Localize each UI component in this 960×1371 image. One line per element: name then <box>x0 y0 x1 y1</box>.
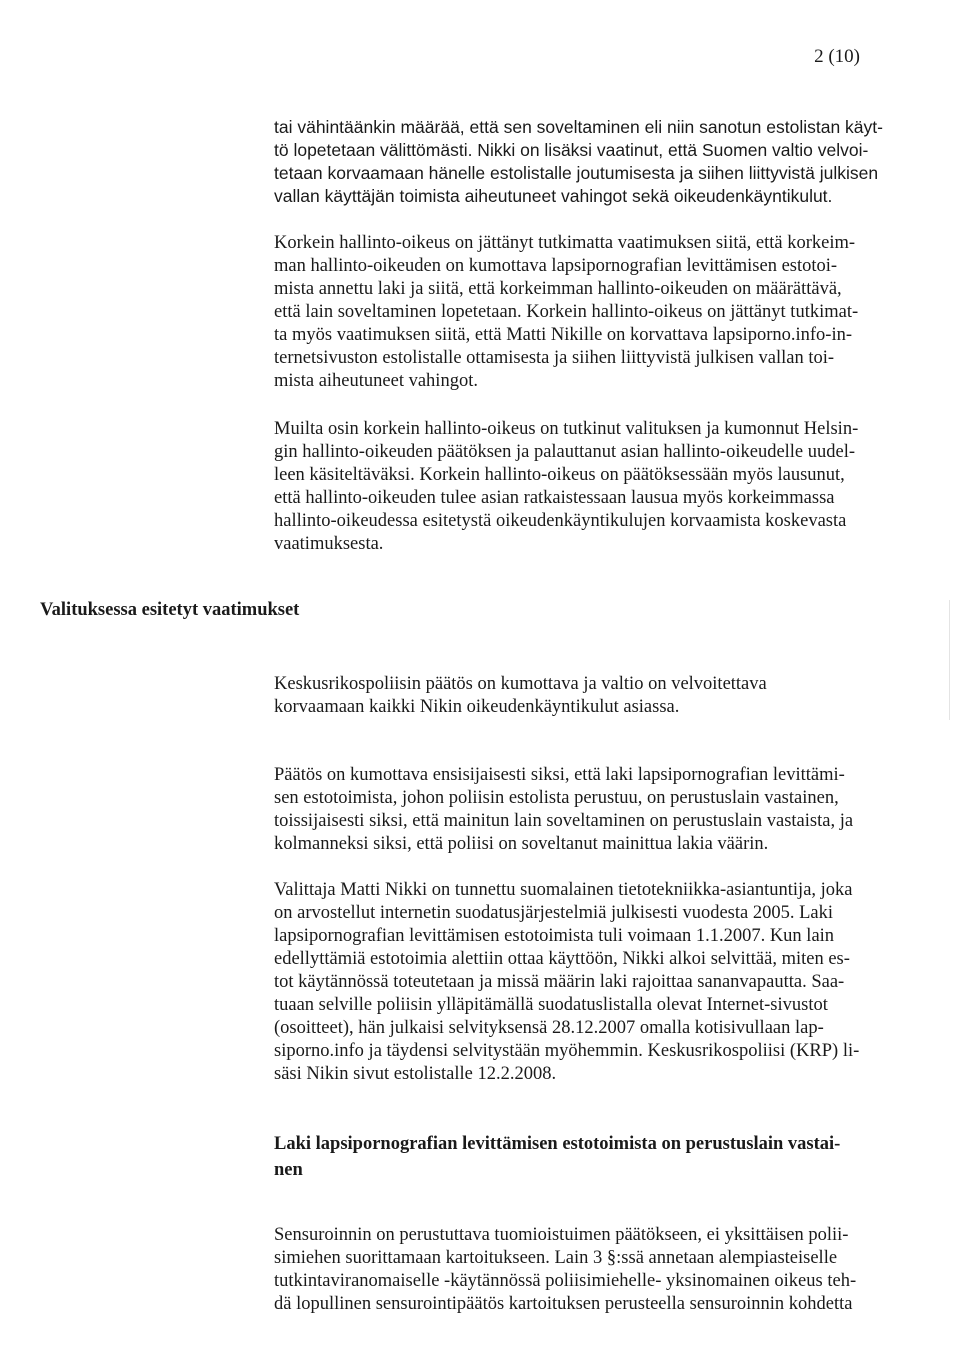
section-heading: Valituksessa esitetyt vaatimukset <box>40 600 300 620</box>
paragraph-2: Korkein hallinto-oikeus on jättänyt tutkimatta vaatimuksen siitä, että korkeim- man hallinto-oikeuden on kumottava lapsipornografian levittämisen estotoi- mista annettu laki ja siitä, että korkeimman hallinto-oikeuden on määrättävä, että lain soveltaminen lopetetaan. Korkein hallinto-oikeus on jättänyt tutkimat- ta myös vaatimuksen siitä, että Matti Nikille on korvattava lapsiporno.info-in- ternetsivuston estolistalle ottamisesta ja siihen liittyvistä julkisen vallan toi- mista aiheutuneet vahingot. <box>274 233 859 391</box>
sub-heading: Laki lapsipornografian levittämisen estotoimista on perustuslain vastai- nen <box>274 1134 841 1180</box>
paragraph-3: Muilta osin korkein hallinto-oikeus on tutkinut valituksen ja kumonnut Helsin- gin hallinto-oikeuden päätöksen ja palauttanut asian hallinto-oikeudelle uudel- leen käsiteltäväksi. Korkein hallinto-oikeus on päätöksessään myös lausunut, että hallinto-oikeuden tulee asian ratkaistessaan lausua myös korkeimmassa hallinto-oikeudessa esitetystä oikeudenkäyntikulujen korvaamista koskevasta vaatimuksesta. <box>274 419 859 554</box>
paragraph-6: Valittaja Matti Nikki on tunnettu suomalainen tietotekniikka-asiantuntija, joka on arvostellut internetin suodatusjärjestelmiä julkisesti vuodesta 2005. Laki lapsipornografian levittämisen estotoimista tuli voimaan 1.1.2007. Kun lain edellyttämiä estotoimia alettiin ottaa käyttöön, Nikki alkoi selvittää, miten es- tot käytännössä toteutetaan ja missä määrin laki rajoittaa sananvapautta. Saa- tuaan selville poliisin ylläpitämällä suodatuslistalla olevat Internet-sivustot (osoitteet), hän julkaisi selvityksensä 28.12.2007 omalla kotisivullaan lap- siporno.info ja täydensi selvitystään myöhemmin. Keskusrikospoliisi (KRP) li- säsi Nikin sivut estolistalle 12.2.2008. <box>274 880 860 1084</box>
paragraph-7: Sensuroinnin on perustuttava tuomioistuimen päätökseen, ei yksittäisen polii- simiehen suorittamaan kartoitukseen. Lain 3 §:ssä annetaan alempiasteiselle tutkintaviranomaiselle -käytännössä poliisimiehelle- yksinomainen oikeus teh- dä lopullinen sensurointipäätös kartoituksen perusteella sensuroinnin kohdetta <box>274 1225 857 1314</box>
paragraph-4: Keskusrikospoliisin päätös on kumottava ja valtio on velvoitettava korvaamaan kaikki Nikin oikeudenkäyntikulut asiassa. <box>274 674 767 717</box>
paragraph-1: tai vähintäänkin määrää, että sen soveltaminen eli niin sanotun estolistan käyt- tö lopetetaan välittömästi. Nikki on lisäksi vaatinut, että Suomen valtio velvoi- tetaan korvaamaan hänelle estolistalle joutumisesta ja siihen liittyvistä julkisen vallan käyttäjän toimista aiheutuneet vahingot sekä oikeudenkäyntikulut. <box>274 117 883 206</box>
scan-edge-line <box>949 600 950 720</box>
page-number: 2 (10) <box>814 46 860 67</box>
paragraph-5: Päätös on kumottava ensisijaisesti siksi, että laki lapsipornografian levittämi- sen estotoimista, johon poliisin estolista perustuu, on perustuslain vastainen, toissijaisesti siksi, että mainitun lain soveltaminen on perustuslain vastaista, ja kolmanneksi siksi, että poliisi on soveltanut mainittua lakia väärin. <box>274 765 854 854</box>
